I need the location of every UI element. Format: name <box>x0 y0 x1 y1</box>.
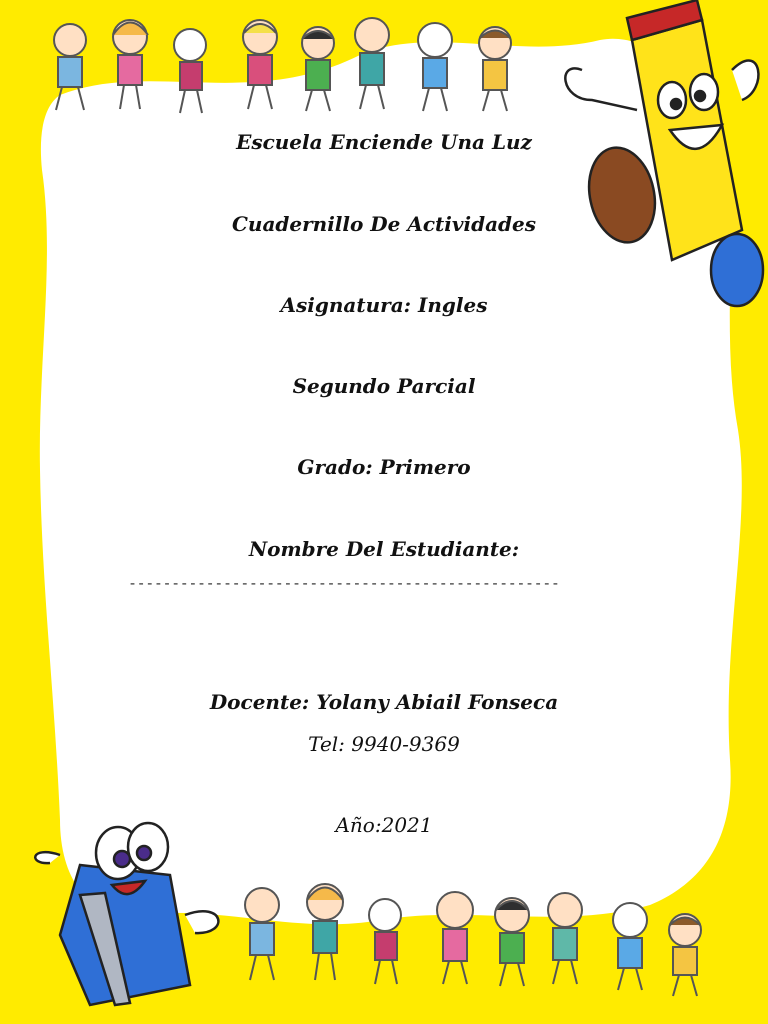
booklet-title: Cuadernillo De Actividades <box>232 212 536 236</box>
student-name-blank: -------------------------------------------------- <box>128 574 560 592</box>
school-name: Escuela Enciende Una Luz <box>236 130 532 154</box>
subject-line: Asignatura: Ingles <box>280 293 488 317</box>
pencil-mascot-icon <box>552 0 768 310</box>
teacher-line: Docente: Yolany Abiail Fonseca <box>209 690 559 714</box>
children-top-border <box>40 5 560 120</box>
children-bottom-border <box>230 870 730 1000</box>
term-line: Segundo Parcial <box>292 374 476 398</box>
grade-line: Grado: Primero <box>297 455 471 479</box>
year-line: Año:2021 <box>335 813 433 837</box>
student-name-label: Nombre Del Estudiante: <box>248 537 520 561</box>
phone-line: Tel: 9940-9369 <box>308 732 460 756</box>
